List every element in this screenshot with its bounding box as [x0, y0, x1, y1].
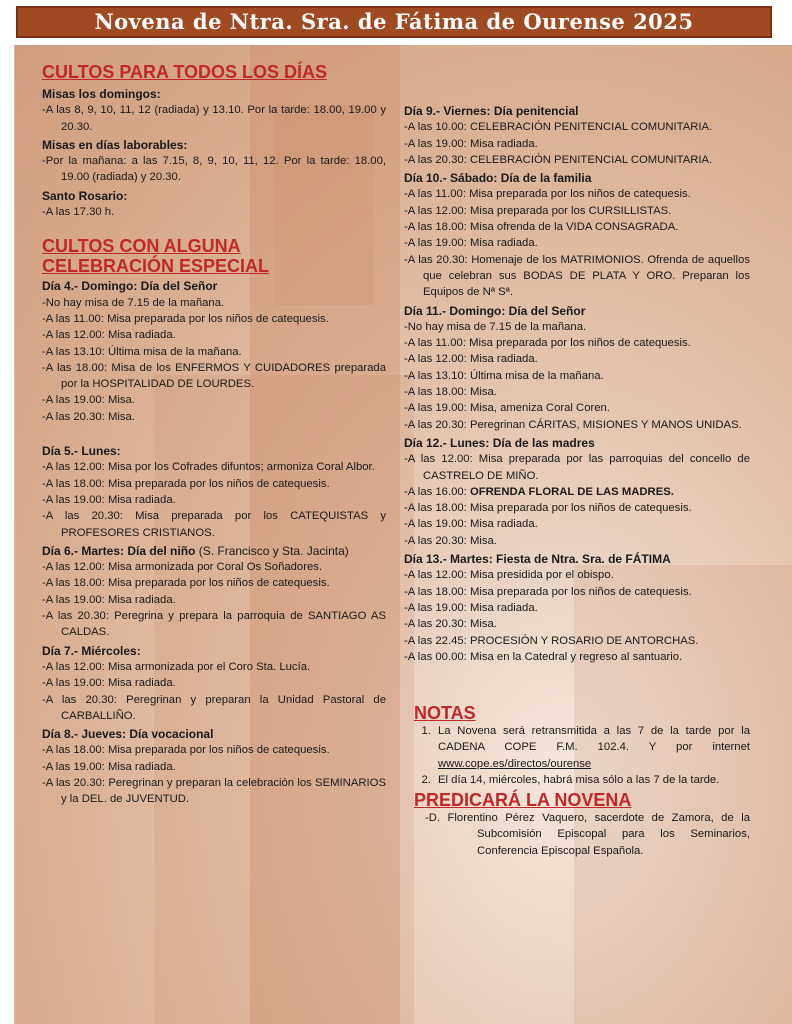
- list-item: -A las 19.00: Misa radiada.: [42, 677, 176, 690]
- day-13-heading: Día 13.- Martes: Fiesta de Ntra. Sra. de FÁTIMA: [404, 552, 671, 567]
- list-item: -A las 12.00: Misa preparada por las parroquias del concello de CASTRELO DE MIÑO.: [404, 453, 750, 482]
- day-6-list: [42, 559, 386, 640]
- list-item: -A las 19.00: Misa radiada.: [404, 137, 538, 150]
- note-item: 2. El día 14, miércoles, habrá misa sólo a las 7 de la tarde.: [434, 772, 750, 788]
- list-item: -A las 13.10: Última misa de la mañana.: [404, 369, 604, 382]
- preacher-title: PREDICARÁ LA NOVENA: [414, 790, 632, 811]
- left-column: [42, 62, 386, 808]
- rosary-heading: Santo Rosario:: [42, 188, 128, 203]
- weekdays-heading: Misas en días laborables:: [42, 137, 188, 152]
- list-item: -A las 19.00: Misa radiada.: [42, 760, 176, 773]
- list-item: -A las 20.30: Peregrinan y preparan la Unidad Pastoral de CARBALLIÑO.: [42, 693, 386, 722]
- page-title-banner: Novena de Ntra. Sra. de Fátima de Ourense 2025: [16, 6, 772, 38]
- page-frame-line: [14, 45, 15, 1024]
- list-item: -A las 18.00: Misa preparada por los niños de catequesis.: [404, 502, 692, 515]
- list-item: -A las 18.00: Misa de los ENFERMOS Y CUIDADORES preparada por la HOSPITALIDAD DE LOURDES.: [42, 361, 386, 391]
- note-text: La Novena será retransmitida a las 7 de la tarde por la CADENA COPE F.M. 102.4. Y por internet: [438, 725, 750, 754]
- notes-section: [414, 703, 750, 859]
- list-item: -A las 18.00: Misa ofrenda de la VIDA CONSAGRADA.: [404, 221, 679, 234]
- day-12-list: [404, 451, 750, 549]
- list-item: -A las 20.30: Peregrinan CÁRITAS, MISIONES Y MANOS UNIDAS.: [404, 418, 742, 431]
- list-item: -A las 19.00: Misa.: [42, 394, 135, 407]
- list-item: -A las 19.00: Misa radiada.: [404, 518, 538, 531]
- day-4-list: [42, 295, 386, 425]
- day-9-heading: Día 9.- Viernes: Día penitencial: [404, 104, 579, 118]
- day-8-heading: Día 8.- Jueves: Día vocacional: [42, 727, 214, 742]
- list-item: -A las 18.00: Misa preparada por los niños de catequesis.: [42, 577, 330, 590]
- sundays-times: -A las 8, 9, 10, 11, 12 (radiada) y 13.10. Por la tarde: 18.00, 19.00 y 20.30.: [42, 104, 386, 133]
- day-8-list: [42, 742, 386, 807]
- day-12-heading: Día 12.- Lunes: Día de las madres: [404, 435, 595, 450]
- sundays-heading: Misas los domingos:: [42, 87, 161, 101]
- list-item: -A las 20.30: Peregrina y prepara la parroquia de SANTIAGO AS CALDAS.: [42, 610, 386, 639]
- list-item: [404, 484, 750, 500]
- list-item: -A las 12.00: Misa preparada por los CURSILLISTAS.: [404, 204, 672, 217]
- note-item: [434, 723, 750, 772]
- list-item: -A las 20.30: Misa preparada por los CATEQUISTAS y PROFESORES CRISTIANOS.: [42, 510, 386, 539]
- list-item: -A las 22.45: PROCESIÓN Y ROSARIO DE ANTORCHAS.: [404, 634, 699, 647]
- day-4-heading: Día 4.- Domingo: Día del Señor: [42, 279, 218, 294]
- list-item: -A las 20.30: Peregrinan y preparan la celebración los SEMINARIOS y la DEL. de JUVENTUD.: [42, 776, 386, 806]
- preacher-text: -D. Florentino Pérez Vaquero, sacerdote de Zamora, de la Subcomisión Episcopal para los Seminarios, Conferencia Episcopal Española.: [425, 812, 750, 857]
- list-item: -A las 12.00: Misa radiada.: [42, 329, 176, 342]
- list-item: -A las 18.00: Misa preparada por los niños de catequesis.: [42, 744, 330, 757]
- day-9-list: [404, 119, 750, 168]
- list-item: -A las 12.00: Misa presidida por el obispo.: [404, 569, 614, 582]
- list-item: -A las 12.00: Misa armonizada por Coral Os Soñadores.: [42, 561, 323, 574]
- list-item: -A las 10.00: CELEBRACIÓN PENITENCIAL COMUNITARIA.: [404, 121, 713, 134]
- list-item: -A las 11.00: Misa preparada por los niños de catequesis.: [404, 337, 691, 350]
- list-item: -A las 00.00: Misa en la Catedral y regreso al santuario.: [404, 650, 683, 663]
- section-title-special: CULTOS CON ALGUNA CELEBRACIÓN ESPECIAL: [42, 236, 270, 277]
- list-item: -A las 20.30: Misa.: [404, 618, 497, 631]
- day-6-heading: [42, 543, 386, 559]
- day-7-heading: Día 7.- Miércoles:: [42, 643, 141, 658]
- section-title-daily: CULTOS PARA TODOS LOS DÍAS: [42, 62, 328, 82]
- right-column: [404, 101, 750, 665]
- day-13-list: [404, 567, 750, 665]
- list-item: -A las 19.00: Misa radiada.: [404, 237, 538, 250]
- rosary-time: -A las 17.30 h.: [42, 206, 115, 219]
- list-item: -No hay misa de 7.15 de la mañana.: [404, 320, 587, 333]
- list-item: -A las 12.00: Misa por los Cofrades difuntos; armoniza Coral Albor.: [42, 461, 375, 474]
- list-item: -A las 13.10: Última misa de la mañana.: [42, 345, 242, 358]
- day-5-list: [42, 459, 386, 540]
- weekdays-times: -Por la mañana: a las 7.15, 8, 9, 10, 11, 12. Por la tarde: 18.00, 19.00 (radiada) y 20.30.: [42, 155, 386, 184]
- day-5-heading: Día 5.- Lunes:: [42, 444, 121, 459]
- notes-list: [414, 723, 750, 788]
- day-11-list: [404, 319, 750, 433]
- item-time: -A las 16.00:: [404, 485, 470, 498]
- list-item: -A las 20.30: Homenaje de los MATRIMONIOS. Ofrenda de aquellos que celebran sus BODAS DE PLATA Y ORO. Preparan los Equipos de Nª Sª.: [404, 253, 750, 299]
- list-item: -A las 12.00: Misa radiada.: [404, 353, 538, 366]
- day-6-note: (S. Francisco y Sta. Jacinta): [195, 543, 349, 558]
- list-item: -A las 19.00: Misa radiada.: [42, 593, 176, 606]
- day-10-list: [404, 186, 750, 300]
- list-item: -A las 18.00: Misa preparada por los niños de catequesis.: [404, 585, 692, 598]
- list-item: -A las 11.00: Misa preparada por los niños de catequesis.: [404, 188, 691, 201]
- list-item: -A las 12.00: Misa armonizada por el Coro Sta. Lucía.: [42, 660, 311, 673]
- list-item: -A las 18.00: Misa.: [404, 386, 497, 399]
- notes-title: NOTAS: [414, 703, 476, 723]
- broadcast-link[interactable]: www.cope.es/directos/ourense: [438, 757, 592, 770]
- list-item: -A las 19.00: Misa, ameniza Coral Coren.: [404, 402, 610, 415]
- list-item: -No hay misa de 7.15 de la mañana.: [42, 296, 225, 309]
- list-item: -A las 11.00: Misa preparada por los niños de catequesis.: [42, 312, 329, 325]
- list-item: -A las 20.30: CELEBRACIÓN PENITENCIAL COMUNITARIA.: [404, 153, 713, 166]
- list-item: -A las 20.30: Misa.: [404, 534, 497, 547]
- list-item: -A las 18.00: Misa preparada por los niños de catequesis.: [42, 477, 330, 490]
- day-7-list: [42, 659, 386, 724]
- list-item: -A las 20.30: Misa.: [42, 410, 135, 423]
- list-item: -A las 19.00: Misa radiada.: [42, 493, 176, 506]
- day-6-title: Día 6.- Martes: Día del niño: [42, 543, 196, 558]
- day-11-heading: Día 11.- Domingo: Día del Señor: [404, 303, 586, 318]
- day-10-heading: Día 10.- Sábado: Día de la familia: [404, 171, 592, 186]
- item-highlight: OFRENDA FLORAL DE LAS MADRES.: [469, 485, 674, 498]
- list-item: -A las 19.00: Misa radiada.: [404, 601, 538, 614]
